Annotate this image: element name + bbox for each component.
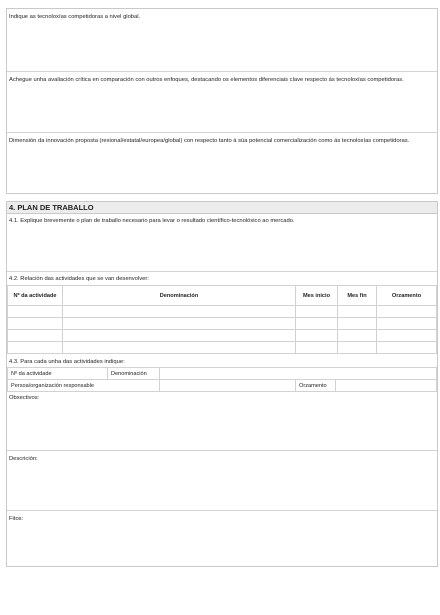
competitors-section — [6, 8, 438, 194]
col-budget: Orzamento — [377, 286, 437, 306]
activities-table-header — [8, 286, 437, 306]
table-cell[interactable] — [377, 342, 437, 354]
table-cell[interactable] — [296, 330, 338, 342]
table-cell[interactable] — [8, 342, 63, 354]
work-plan-summary-field[interactable] — [7, 225, 437, 271]
table-cell[interactable] — [377, 330, 437, 342]
table-cell[interactable] — [296, 342, 338, 354]
col-activity-number: Nº da actividade — [8, 286, 63, 306]
table-cell[interactable] — [63, 306, 296, 318]
activity-detail-table — [7, 367, 437, 392]
table-cell[interactable] — [63, 318, 296, 330]
denomination-label: Denominación — [108, 368, 160, 380]
col-denomination: Denominación — [63, 286, 296, 306]
budget-field[interactable] — [336, 380, 437, 392]
competitors-question-label: Indique as tecnoloxías competidoras a nivel global. — [9, 14, 141, 20]
activities-list-label: 4.2. Relación das actividades que se van desenvolver: — [9, 276, 149, 282]
table-cell[interactable] — [8, 306, 63, 318]
budget-label: Orzamento — [296, 380, 336, 392]
milestones-label: Fitos: — [9, 516, 24, 522]
activities-table — [7, 285, 437, 354]
table-cell[interactable] — [8, 330, 63, 342]
table-row — [8, 368, 437, 380]
table-cell[interactable] — [63, 330, 296, 342]
table-cell[interactable] — [377, 318, 437, 330]
table-cell[interactable] — [296, 318, 338, 330]
objectives-label: Obxectivos: — [9, 395, 40, 401]
table-cell[interactable] — [377, 306, 437, 318]
description-field[interactable] — [7, 463, 437, 510]
table-cell[interactable] — [338, 330, 377, 342]
innovation-dimension-answer-field[interactable] — [7, 145, 437, 191]
responsible-label: Persoa/organización responsable — [8, 380, 160, 392]
activity-detail-label: 4.3. Para cada unha das actividades indique: — [9, 359, 125, 365]
table-row — [8, 380, 437, 392]
table-row — [8, 306, 437, 318]
activity-number-label: Nº da actividade — [8, 368, 108, 380]
denomination-field[interactable] — [160, 368, 437, 380]
description-label: Descrición: — [9, 456, 38, 462]
table-cell[interactable] — [338, 342, 377, 354]
critical-evaluation-label: Achegue unha avaliación crítica en comparación con outros enfoques, destacando os elementos diferenciais clave respecto ás tecnoloxías competidoras. — [9, 77, 404, 83]
milestones-field[interactable] — [7, 523, 437, 551]
table-cell[interactable] — [8, 318, 63, 330]
table-row — [8, 342, 437, 354]
table-cell[interactable] — [63, 342, 296, 354]
table-cell[interactable] — [338, 306, 377, 318]
table-row — [8, 318, 437, 330]
critical-evaluation-answer-field[interactable] — [7, 84, 437, 132]
col-end-month: Mes fin — [338, 286, 377, 306]
work-plan-section — [6, 201, 438, 567]
work-plan-title: 4. PLAN DE TRABALLO — [7, 202, 437, 214]
table-cell[interactable] — [296, 306, 338, 318]
table-cell[interactable] — [338, 318, 377, 330]
competitors-answer-field[interactable] — [7, 21, 437, 71]
work-plan-summary-label: 4.1. Explique brevemente o plan de traballo necesario para levar o resultado científico-tecnolóxico ao mercado. — [9, 218, 295, 224]
responsible-field[interactable] — [160, 380, 296, 392]
objectives-field[interactable] — [7, 402, 437, 450]
innovation-dimension-label: Dimensión da innovación proposta (rexional/estatal/europea/global) con respecto tanto á súa potencial comercialización como ás tecnoloxías competidoras. — [9, 138, 410, 144]
col-start-month: Mes inicio — [296, 286, 338, 306]
table-row — [8, 330, 437, 342]
